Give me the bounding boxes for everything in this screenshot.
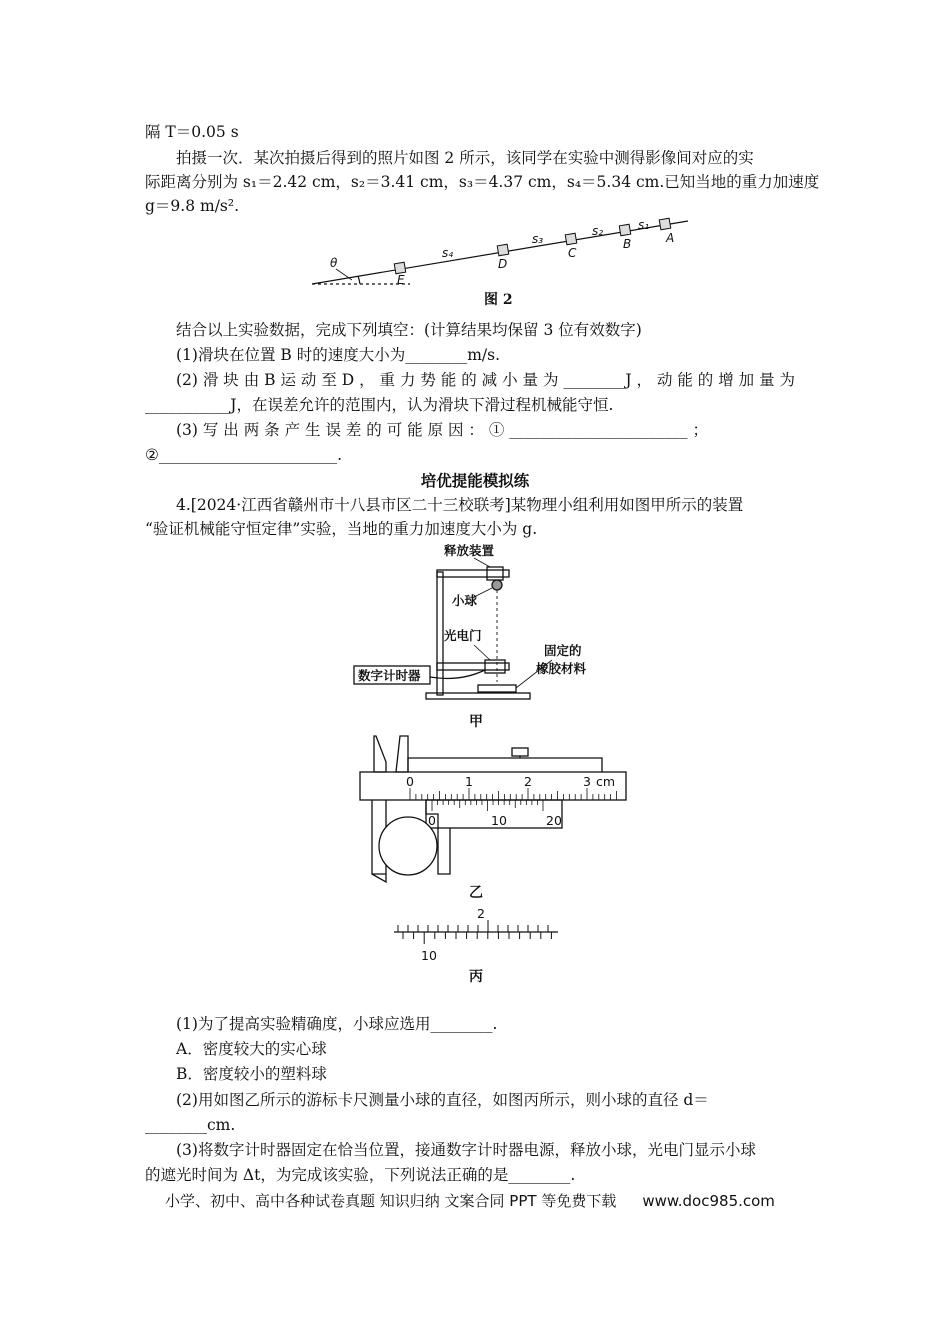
figure-caption: 甲 — [469, 714, 483, 730]
footer-url[interactable]: www.doc985.com — [642, 1192, 775, 1210]
figure-scale-zoom — [388, 906, 568, 966]
text-line: ________cm. — [145, 1116, 236, 1134]
main-scale-label: 1 — [465, 774, 473, 789]
label-rubber: 橡胶材料 — [536, 661, 587, 676]
point-label: A — [666, 231, 675, 245]
text-line: 拍摄一次．某次拍摄后得到的照片如图 2 所示，该同学在实验中测得影像间对应的实 — [176, 149, 754, 167]
figure-caption: 乙 — [469, 885, 483, 901]
text-line: 际距离分别为 s₁＝2.42 cm，s₂＝3.41 cm，s₃＝4.37 cm，s₄＝5.34 cm.已知当地的重力加速度 — [145, 173, 820, 191]
slider-block-d — [497, 244, 509, 256]
text-line: ②_______________________. — [145, 446, 343, 464]
slider-block-b — [619, 224, 631, 236]
release-device — [487, 567, 503, 580]
text-line: (1)滑块在位置 B 时的速度大小为________m/s. — [176, 346, 501, 364]
slider-block-a — [659, 218, 671, 230]
label-rubber: 固定的 — [544, 643, 582, 658]
text-line: “验证机械能守恒定律”实验，当地的重力加速度大小为 g. — [145, 520, 538, 538]
main-scale-label: 0 — [406, 774, 414, 789]
vernier-label: 10 — [491, 813, 507, 828]
photogate-arm — [437, 663, 509, 670]
unit-label: cm — [596, 774, 616, 789]
text-line: 的遮光时间为 Δt，为完成该实验，下列说法正确的是________. — [145, 1166, 576, 1184]
figure-caption: 丙 — [469, 969, 483, 985]
top-arm — [437, 570, 509, 577]
stand-pole — [437, 572, 443, 695]
jaw-tip — [372, 874, 386, 882]
slider-top — [408, 758, 602, 772]
main-scale-label: 3 — [583, 774, 591, 789]
point-label: E — [397, 273, 405, 287]
section-title: 培优提能模拟练 — [420, 472, 530, 490]
segment-label: s₂ — [592, 224, 604, 238]
upper-jaw-fixed — [374, 736, 386, 772]
zoom-top-label: 2 — [477, 906, 485, 921]
figure-caliper — [352, 734, 637, 884]
vernier-label: 20 — [546, 813, 562, 828]
segment-label: s₁ — [638, 218, 650, 232]
text-line: g＝9.8 m/s². — [145, 197, 240, 215]
rubber-pad — [478, 685, 516, 692]
upper-jaw-sliding — [396, 736, 408, 772]
figure-caption: 图 2 — [484, 292, 513, 308]
text-line: 隔 T＝0.05 s — [145, 123, 239, 141]
lock-screw — [512, 748, 528, 756]
text-line: (2) 滑 块 由 B 运 动 至 D ， 重 力 势 能 的 减 小 量 为 ________J ， 动 能 的 增 加 量 为 — [176, 371, 796, 389]
theta-label: θ — [330, 256, 338, 270]
zoom-bottom-label: 10 — [421, 948, 437, 963]
base — [426, 693, 530, 699]
text-line: 4.[2024·江西省赣州市十八县市区二十三校联考]某物理小组利用如图甲所示的装置 — [176, 496, 744, 514]
leader — [474, 558, 490, 567]
text-line: (2)用如图乙所示的游标卡尺测量小球的直径，如图丙所示，则小球的直径 d＝ — [176, 1091, 709, 1109]
text-line: (1)为了提高实验精确度，小球应选用________. — [176, 1015, 498, 1033]
leader — [474, 645, 490, 660]
option-a: A．密度较大的实心球 — [176, 1040, 327, 1058]
main-scale-label: 2 — [524, 774, 532, 789]
ball — [492, 580, 502, 590]
label-timer: 数字计时器 — [358, 668, 421, 683]
label-gate: 光电门 — [444, 628, 482, 643]
segment-label: s₄ — [442, 246, 454, 260]
cable — [430, 670, 485, 678]
figure-apparatus — [340, 542, 620, 712]
footer — [165, 1190, 775, 1211]
theta-arc — [358, 276, 360, 284]
point-label: B — [623, 237, 632, 251]
text-line: (3) 写 出 两 条 产 生 误 差 的 可 能 原 因 ： ① _______________________ ； — [176, 421, 708, 439]
text-line: ___________J，在误差允许的范围内，认为滑块下滑过程机械能守恒. — [145, 396, 614, 414]
photogate — [485, 660, 505, 673]
segment-label: s₃ — [532, 232, 544, 246]
label-ball: 小球 — [452, 593, 478, 608]
vernier-label: 0 — [428, 813, 436, 828]
footer-text: 小学、初中、高中各种试卷真题 知识归纳 文案合同 PPT 等免费下载 — [165, 1192, 617, 1210]
point-label: C — [568, 246, 577, 260]
text-line: (3)将数字计时器固定在恰当位置，接通数字计时器电源，释放小球，光电门显示小球 — [176, 1141, 756, 1159]
text-line: 结合以上实验数据，完成下列填空：(计算结果均保留 3 位有效数字) — [176, 321, 642, 339]
point-label: D — [498, 257, 508, 271]
label-release: 释放装置 — [444, 543, 495, 558]
option-b: B．密度较小的塑料球 — [176, 1065, 327, 1083]
slider-block-c — [565, 233, 577, 245]
